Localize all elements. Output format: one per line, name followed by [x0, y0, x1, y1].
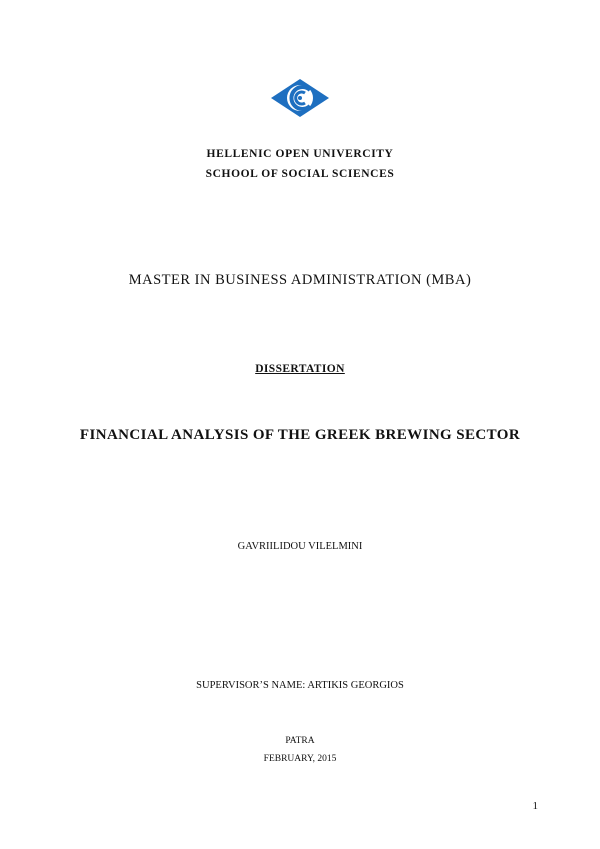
page-number: 1	[532, 800, 538, 812]
supervisor-name: SUPERVISOR’S NAME: ARTIKIS GEORGIOS	[196, 680, 404, 691]
date: FEBRUARY, 2015	[263, 754, 337, 764]
school-name: SCHOOL OF SOCIAL SCIENCES	[205, 168, 395, 180]
dissertation-title: FINANCIAL ANALYSIS OF THE GREEK BREWING SECTOR	[79, 427, 521, 443]
place: PATRA	[285, 736, 315, 746]
program-name: MASTER IN BUSINESS ADMINISTRATION (MBA)	[128, 272, 472, 288]
university-name: HELLENIC OPEN UNIVERCITY	[206, 148, 394, 160]
author-name: GAVRIILIDOU VILELMINI	[237, 541, 363, 552]
document-type: DISSERTATION	[255, 363, 345, 375]
university-emblem-icon	[270, 78, 330, 118]
university-block	[0, 144, 600, 184]
